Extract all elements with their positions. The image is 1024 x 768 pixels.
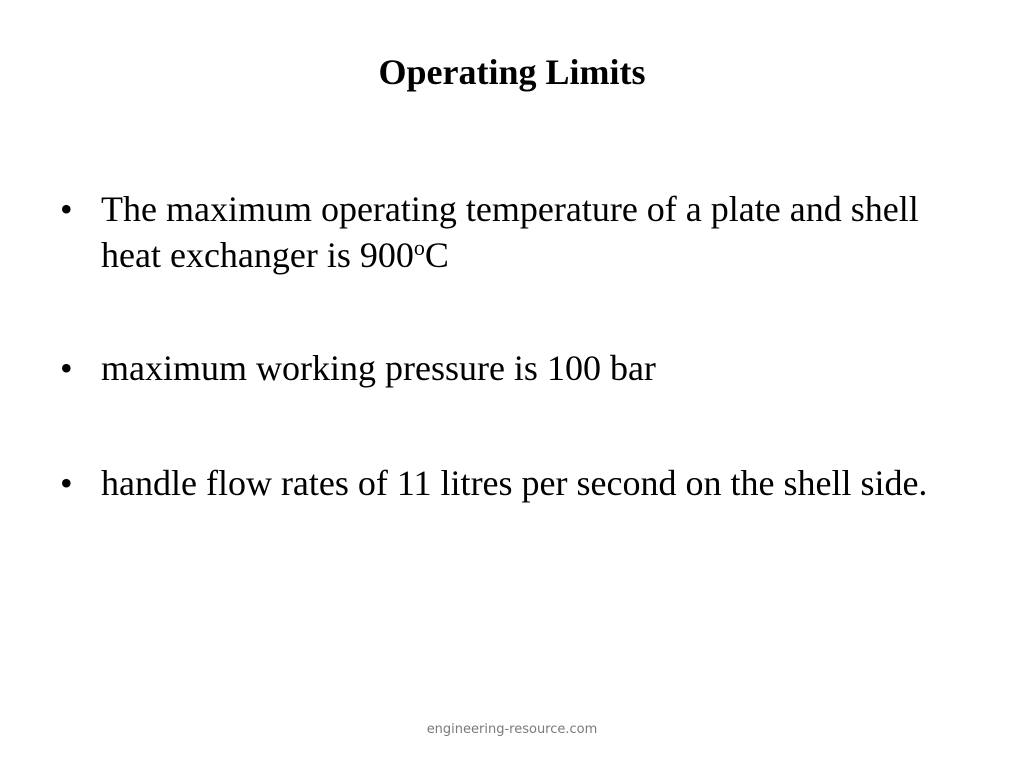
- bullet-item-flow-rate: [60, 460, 960, 506]
- footer-watermark: engineering-resource.com: [426, 722, 598, 737]
- bullet-text: handle flow rates of 11 litres per second on the shell side.: [101, 463, 928, 503]
- bullet-text: maximum working pressure is 100 bar: [101, 348, 656, 388]
- bullet-dot: •: [60, 463, 73, 503]
- bullet-list: [60, 186, 960, 506]
- bullet-dot: •: [60, 189, 73, 229]
- degree-superscript: o: [413, 235, 425, 260]
- bullet-dot: •: [60, 348, 73, 388]
- temperature-unit: C: [424, 235, 449, 275]
- bullet-item-pressure: [60, 345, 960, 391]
- slide-title: Operating Limits: [378, 52, 646, 92]
- bullet-text: The maximum operating temperature of a plate and shell heat exchanger is 900: [101, 189, 919, 275]
- bullet-item-temperature: [60, 186, 960, 278]
